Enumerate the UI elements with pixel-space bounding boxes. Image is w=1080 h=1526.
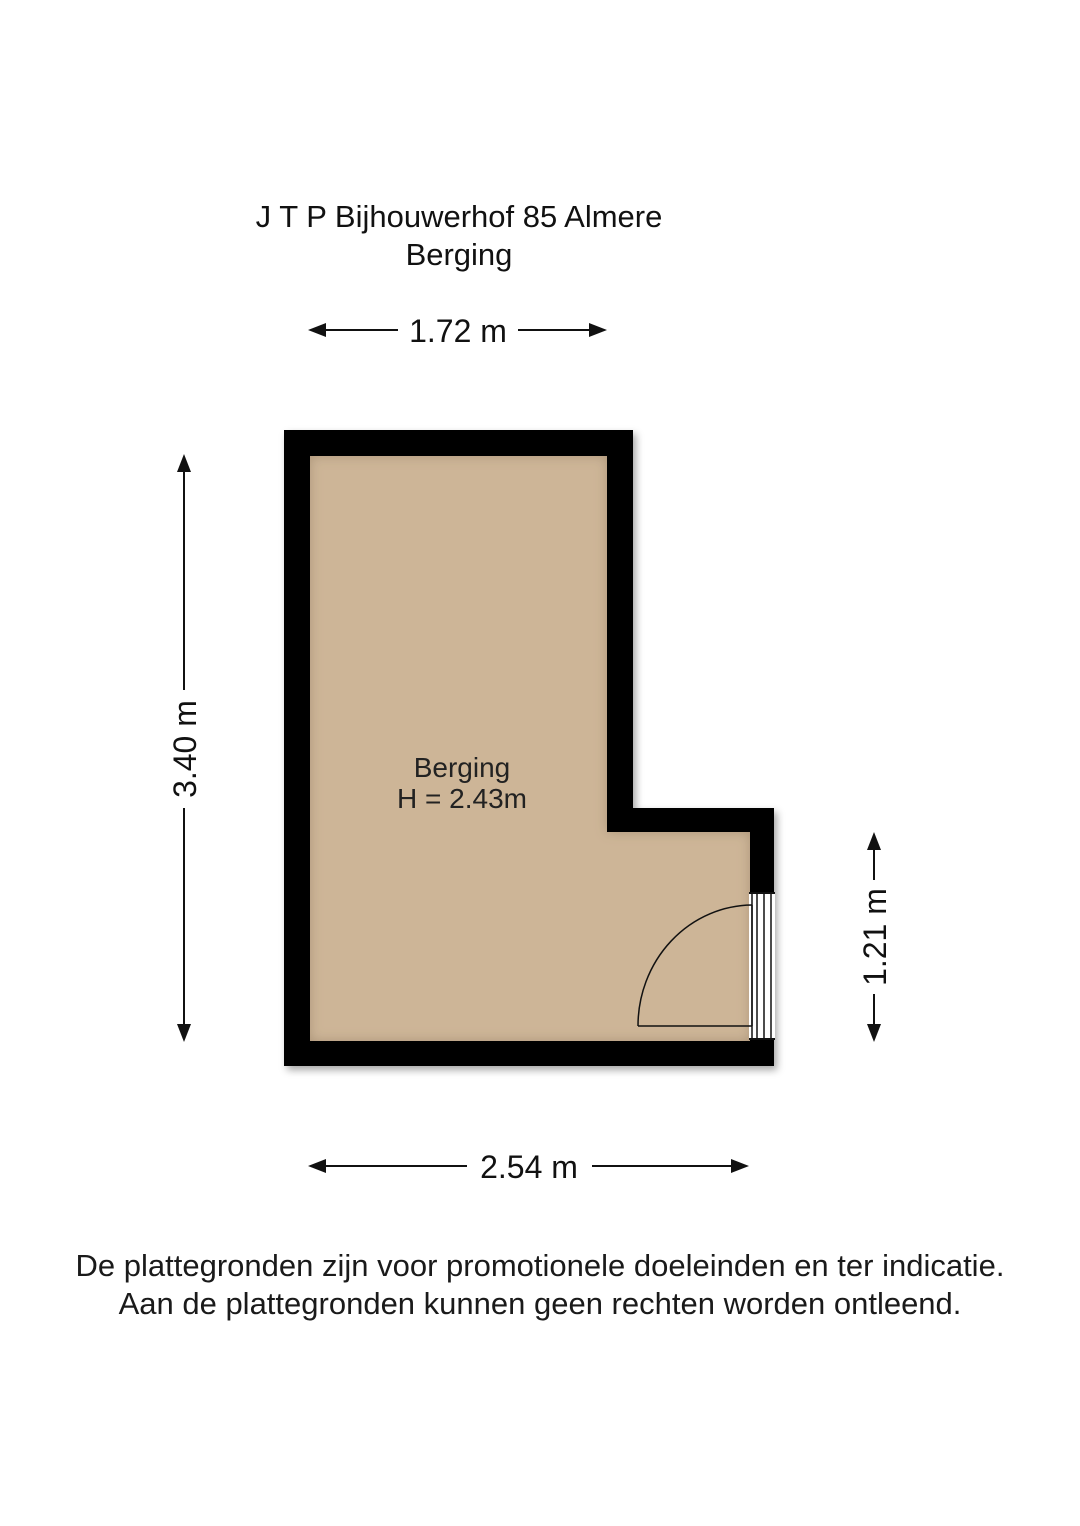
dimension-left-height [167,454,203,1042]
room-floor [310,456,750,1041]
dimension-bottom-width [308,1149,749,1185]
plan-address-title: J T P Bijhouwerhof 85 Almere [255,199,663,234]
dimension-right-height [857,832,893,1042]
dimension-bottom-width-label: 2.54 m [480,1149,578,1185]
dimension-left-height-label: 3.40 m [167,700,203,798]
disclaimer-line-2: Aan de plattegronden kunnen geen rechten worden ontleend. [118,1286,962,1321]
room-name-label: Berging [413,752,511,783]
room-height-label: H = 2.43m [397,783,527,814]
dimension-right-height-label: 1.21 m [857,888,893,986]
plan-floor-title: Berging [405,237,513,272]
door-opening [749,893,775,1039]
dimension-top-width-label: 1.72 m [409,313,507,349]
disclaimer-line-1: De plattegronden zijn voor promotionele doeleinden en ter indicatie. [75,1248,1005,1283]
dimension-top-width [308,313,607,349]
